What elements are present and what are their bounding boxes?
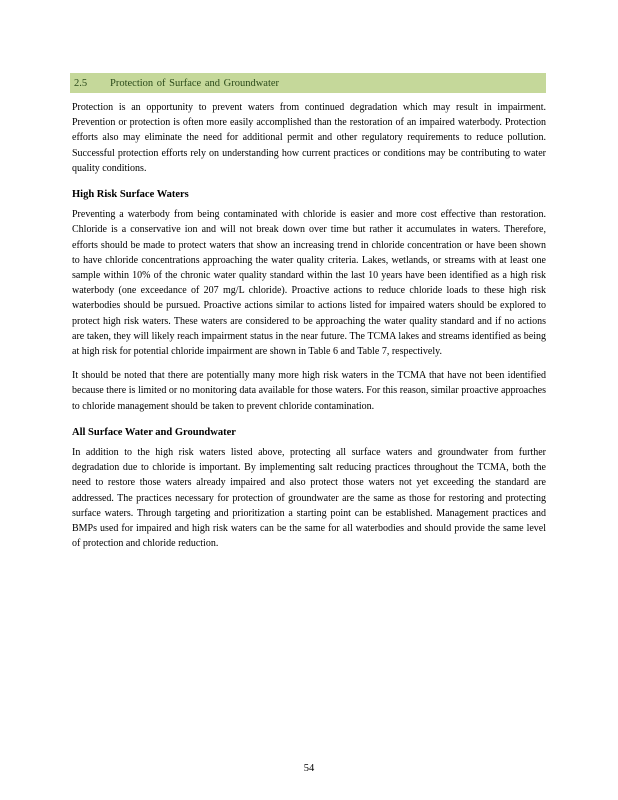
section-heading xyxy=(70,73,546,93)
page-number: 54 xyxy=(303,763,315,774)
intro-paragraph: Protection is an opportunity to prevent waters from continued degradation which may result in impairment. Prevention or protection is often more easily accomplished than the restoration of an impaired waterbody. Protection efforts also may eliminate the need for additional permit and other regulatory requirements to reduce pollution. Successful protection efforts rely on understanding how current practices or conditions may be contributing to water quality conditions. xyxy=(72,102,546,174)
high-risk-paragraph-2: It should be noted that there are potentially many more high risk waters in the TCMA that have not been identified because there is limited or no monitoring data available for those waters. For this reason, similar proactive approaches to chloride management should be taken to prevent chloride contamination. xyxy=(72,370,546,412)
high-risk-paragraph-1: Preventing a waterbody from being contaminated with chloride is easier and more cost effective than restoration. Chloride is a conservative ion and will not break down over time but rather it accumulates in waters. Therefore, efforts should be made to protect waters that show an increasing trend in chloride concentration or have been shown to have chloride concentrations approaching the water quality criteria. Lakes, wetlands, or streams with at least one sample within 10% of the chronic water quality standard within the last 10 years have been identified as a high risk waterbody (one exceedance of 207 mg/L chloride). Proactive actions to reduce chloride loads to these high risk waterbodies should be pursued. Proactive actions similar to actions listed for impaired waters should be explored to protect high risk waters. These waters are considered to be approaching the water quality standard and if no actions are taken, they will likely reach impairment status in the near future. The TCMA lakes and streams identified as being at high risk for potential chloride impairment are shown in Table 6 and Table 7, respectively. xyxy=(72,209,546,358)
section-number: 2.5 xyxy=(74,77,88,89)
section-title: Protection of Surface and Groundwater xyxy=(110,77,280,89)
all-waters-heading: All Surface Water and Groundwater xyxy=(72,426,236,438)
document-body xyxy=(72,100,546,560)
high-risk-heading: High Risk Surface Waters xyxy=(72,189,189,201)
all-waters-paragraph: In addition to the high risk waters listed above, protecting all surface waters and groundwater from further degradation due to chloride is important. By implementing salt reducing practices throughout the TCMA, both the need to restore those waters already impaired and also protect those waters not yet exceeding the standard are addressed. The practices necessary for protection of groundwater are the same as those for restoring and protecting surface waters. Through targeting and prioritization a starting point can be established. Management practices and BMPs used for impaired and high risk waters can be the same for all waterbodies and should provide the same level of protection and chloride reduction. xyxy=(72,447,546,550)
